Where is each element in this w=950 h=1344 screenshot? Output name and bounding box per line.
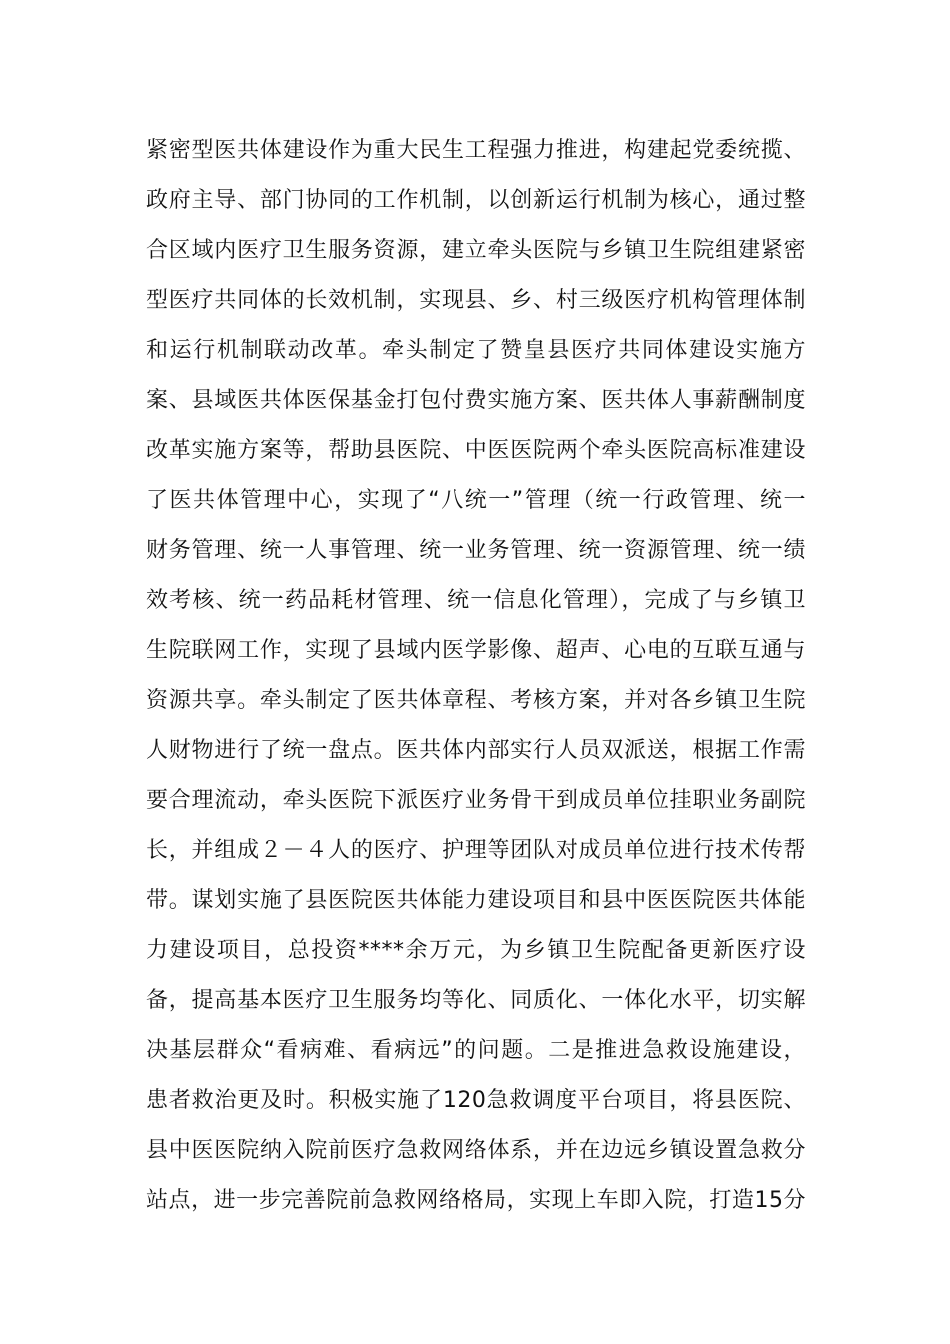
- text-line: 型医疗共同体的长效机制，实现县、乡、村三级医疗机构管理体制: [146, 288, 806, 313]
- text-line: 决基层群众“看病难、看病远”的问题。二是推进急救设施建设，: [146, 1038, 806, 1063]
- text-line: 站点，进一步完善院前急救网络格局，实现上车即入院，打造15分: [146, 1188, 806, 1213]
- text-line: 长，并组成２－４人的医疗、护理等团队对成员单位进行技术传帮: [146, 838, 806, 863]
- text-line: 效考核、统一药品耗材管理、统一信息化管理），完成了与乡镇卫: [146, 588, 806, 613]
- text-line: 人财物进行了统一盘点。医共体内部实行人员双派送，根据工作需: [146, 738, 806, 763]
- body-paragraph: [146, 126, 806, 1226]
- text-line: 紧密型医共体建设作为重大民生工程强力推进，构建起党委统揽、: [146, 138, 806, 163]
- text-line: 了医共体管理中心，实现了“八统一”管理（统一行政管理、统一: [146, 488, 806, 513]
- text-line: 改革实施方案等，帮助县医院、中医医院两个牵头医院高标准建设: [146, 438, 806, 463]
- text-line: 县中医医院纳入院前医疗急救网络体系，并在边远乡镇设置急救分: [146, 1138, 806, 1163]
- text-line: 案、县域医共体医保基金打包付费实施方案、医共体人事薪酬制度: [146, 388, 806, 413]
- text-line: 备，提高基本医疗卫生服务均等化、同质化、一体化水平，切实解: [146, 988, 806, 1013]
- text-line: 和运行机制联动改革。牵头制定了赞皇县医疗共同体建设实施方: [146, 338, 806, 363]
- text-line: 生院联网工作，实现了县域内医学影像、超声、心电的互联互通与: [146, 638, 806, 663]
- text-line: 政府主导、部门协同的工作机制，以创新运行机制为核心，通过整: [146, 188, 806, 213]
- text-line: 财务管理、统一人事管理、统一业务管理、统一资源管理、统一绩: [146, 538, 806, 563]
- text-line: 合区域内医疗卫生服务资源，建立牵头医院与乡镇卫生院组建紧密: [146, 238, 806, 263]
- text-line: 力建设项目，总投资****余万元，为乡镇卫生院配备更新医疗设: [146, 938, 806, 963]
- text-line: 资源共享。牵头制定了医共体章程、考核方案，并对各乡镇卫生院: [146, 688, 806, 713]
- text-line: 带。谋划实施了县医院医共体能力建设项目和县中医医院医共体能: [146, 888, 806, 913]
- text-line: 要合理流动，牵头医院下派医疗业务骨干到成员单位挂职业务副院: [146, 788, 806, 813]
- text-line: 患者救治更及时。积极实施了120急救调度平台项目，将县医院、: [146, 1088, 806, 1113]
